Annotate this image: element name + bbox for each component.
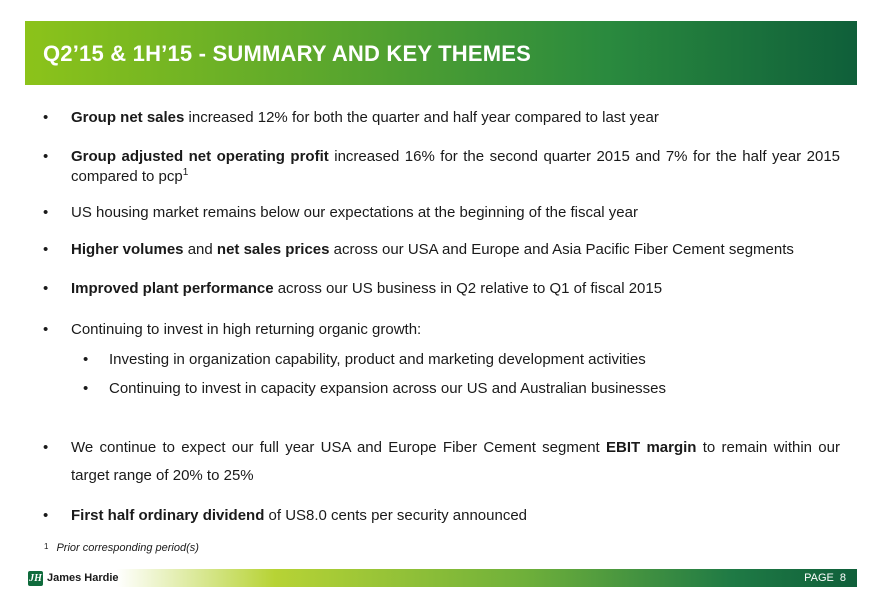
logo-mark-icon: JH <box>29 572 42 584</box>
bullet-item <box>43 506 840 526</box>
bullet-bold-text: net sales prices <box>216 241 330 258</box>
bullet-text: across our USA and Europe and Asia Pacific Fiber Cement segments <box>329 241 794 258</box>
slide-title: Q2’15 & 1H’15 - SUMMARY AND KEY THEMES <box>43 41 532 66</box>
bullet-bold-text: Improved plant performance <box>71 280 274 297</box>
bullet-item <box>43 279 840 299</box>
bullet-dot: • <box>43 439 49 456</box>
bullet-item <box>43 320 840 340</box>
logo-text: James Hardie <box>47 572 119 584</box>
title-bar <box>25 21 857 85</box>
bullet-bold-text: Group net sales <box>71 109 185 126</box>
bullet-text: Continuing to invest in high returning organic growth: <box>71 321 422 338</box>
bullet-item <box>43 240 840 260</box>
bullet-dot: • <box>43 241 49 258</box>
page-number-value: 8 <box>839 572 846 584</box>
bullet-bold-text: Higher volumes <box>71 241 184 258</box>
bullet-item <box>43 434 840 490</box>
footnote-text: Prior corresponding period(s) <box>56 542 199 554</box>
bullet-bold-text: First half ordinary dividend <box>71 507 265 524</box>
sub-bullet-item <box>83 350 823 370</box>
bullet-text: increased 12% for both the quarter and half year compared to last year <box>184 109 659 126</box>
bullet-dot: • <box>43 321 49 338</box>
bullet-bold-text: Group adjusted net operating profit <box>71 148 329 165</box>
bullet-dot: • <box>43 148 49 165</box>
bullet-dot: • <box>83 380 89 397</box>
sub-bullet-item <box>83 379 823 399</box>
sub-bullet-text: Investing in organization capability, product and marketing development activities <box>109 351 646 368</box>
bullet-dot: • <box>43 204 49 221</box>
bullet-text: of US8.0 cents per security announced <box>264 507 528 524</box>
bullet-dot: • <box>43 507 49 524</box>
footnote-ref: 1 <box>182 167 189 178</box>
footnote <box>44 542 199 554</box>
bullet-text: across our US business in Q2 relative to Q1 of fiscal 2015 <box>273 280 663 297</box>
sub-bullet-text: Continuing to invest in capacity expansion across our US and Australian businesses <box>109 380 666 397</box>
company-logo <box>28 570 119 586</box>
bullet-text: and <box>183 241 217 258</box>
bullet-bold-text: EBIT margin <box>606 439 697 456</box>
bullet-text: We continue to expect our full year USA and Europe Fiber Cement segment <box>71 439 606 456</box>
bullet-text: US housing market remains below our expectations at the beginning of the fiscal year <box>71 204 638 221</box>
footer-bar <box>25 569 857 587</box>
bullet-item <box>43 108 840 128</box>
bullet-dot: • <box>43 280 49 297</box>
bullet-dot: • <box>43 109 49 126</box>
bullet-item <box>43 203 840 223</box>
bullet-item <box>43 147 840 187</box>
page-label: PAGE <box>804 572 834 584</box>
page-number <box>804 572 846 584</box>
footnote-number: 1 <box>44 542 49 551</box>
bullet-dot: • <box>83 351 89 368</box>
bullet-text: to remain within our target range of 20% to 25% <box>71 439 840 484</box>
bullet-text: increased 16% for the second quarter 2015 and 7% for the half year 2015 compared to pcp <box>71 148 841 185</box>
